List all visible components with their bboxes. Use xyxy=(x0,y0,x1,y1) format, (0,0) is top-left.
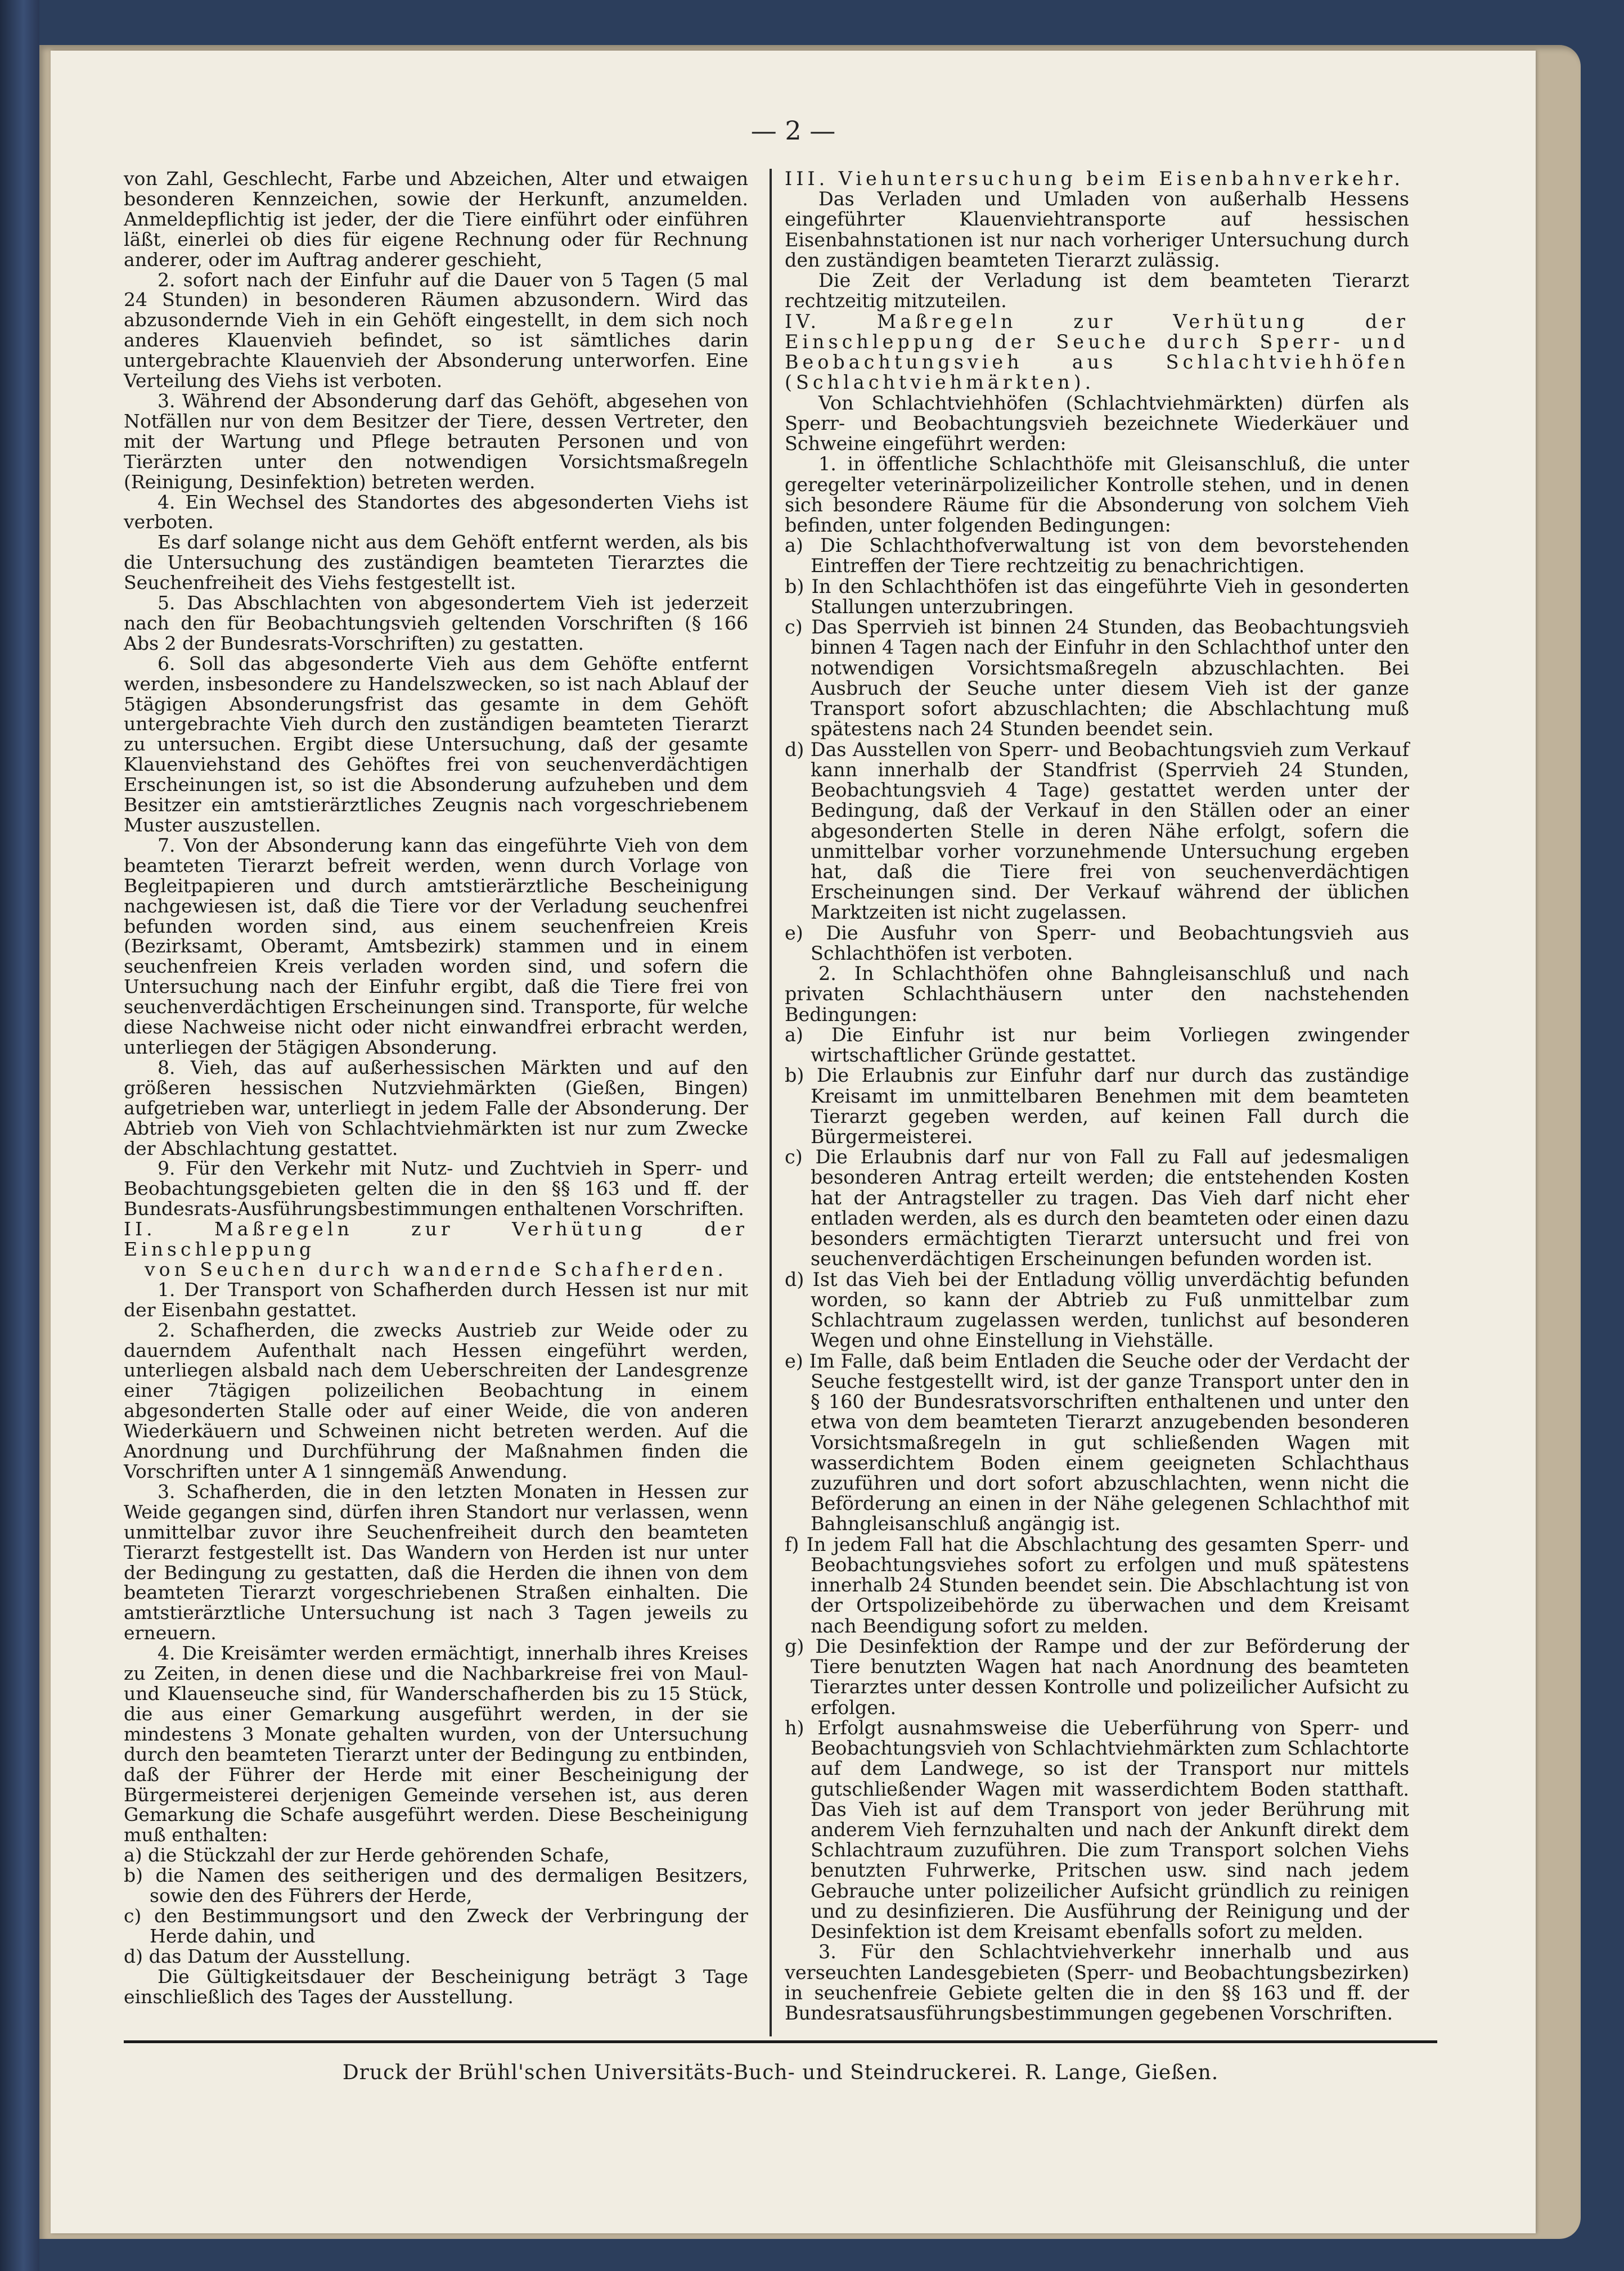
paragraph: von Seuchen durch wandernde Schafherden. xyxy=(144,1258,727,1280)
paragraph: III. Viehuntersuchung beim Eisenbahnverkehr. xyxy=(785,168,1405,190)
paragraph: a) Die Einfuhr ist nur beim Vorliegen zwingender wirtschaftlicher Gründe gestattet. xyxy=(785,1023,1409,1067)
paragraph: b) Die Erlaubnis zur Einfuhr darf nur durch das zuständige Kreisamt im unmittelbaren Benehmen mit dem beamteten Tierarzt gegeben werden, auf keinen Fall durch die Bürgermeisterei. xyxy=(785,1064,1409,1148)
paragraph: 9. Für den Verkehr mit Nutz- und Zuchtvieh in Sperr- und Beobachtungsgebieten gelten die in den §§ 163 und ff. der Bundesrats-Ausführungsbestimmungen enthaltenen Vorschriften. xyxy=(124,1157,748,1220)
paragraph: c) Das Sperrvieh ist binnen 24 Stunden, das Beobachtungsvieh binnen 4 Tagen nach der Einfuhr in den Schlachthof unter den notwendigen Vorsichtsmaßregeln abzuschlachten. Bei Ausbruch der Seuche unter diesem Vieh ist der ganze Transport sofort abzuschlachten; die Abschlachtung muß spätestens nach 24 Stunden beendet sein. xyxy=(785,616,1409,740)
paragraph: e) Im Falle, daß beim Entladen die Seuche oder der Verdacht der Seuche festgestellt wird, ist der ganze Transport unter den in § 160 der Bundesratsvorschriften enthaltenen und unter den etwa von dem beamteten Tierarzt anzugebenden besonderen Vorsichtsmaßregeln in gut schließenden Wagen mit wasserdichtem Boden einem geeigneten Schlachthaus zuzuführen und dort sofort abzuschlachten, wenn nicht die Beförderung an einen in der Nähe gelegenen Schlachthof mit Bahngleisanschluß angängig ist. xyxy=(785,1350,1409,1535)
paragraph: 3. Für den Schlachtviehverkehr innerhalb und aus verseuchten Landesgebieten (Sperr- und Beobachtungsbezirken) in seuchenfreie Gebiete gelten die in den §§ 163 und ff. der Bundesratsausführungsbestimmungen gegebenen Vorschriften. xyxy=(785,1941,1409,2025)
paragraph: h) Erfolgt ausnahmsweise die Ueberführung von Sperr- und Beobachtungsvieh von Schlachtviehmärkten zum Schlachtorte auf dem Landwege, so ist der Transport nur mittels gutschließender Wagen mit wasserdichtem Boden statthaft. Das Vieh ist auf dem Transport von jeder Berührung mit anderem Vieh fernzuhalten und nach der Ankunft direkt dem Schlachtraum zuzuführen. Die zum Transport solchen Viehs benutzten Fuhrwerke, Pritschen usw. sind nach jedem Gebrauche unter polizeilicher Aufsicht gründlich zu reinigen und zu desinfizieren. Die Ausführung der Reinigung und der Desinfektion ist dem Kreisamt ebenfalls sofort zu melden. xyxy=(785,1716,1409,1943)
paragraph: d) Ist das Vieh bei der Entladung völlig unverdächtig befunden worden, so kann der Abtrieb zu Fuß unmittelbar zum Schlachtraum zugelassen werden, tunlichst auf besonderen Wegen und ohne Einstellung in Viehställe. xyxy=(785,1268,1409,1352)
paragraph: Das Verladen und Umladen von außerhalb Hessens eingeführter Klauenviehtransporte auf hessischen Eisenbahnstationen ist nur nach vorheriger Untersuchung durch den zuständigen beamteten Tierarzt zulässig. xyxy=(785,188,1409,271)
paragraph: a) Die Schlachthofverwaltung ist von dem bevorstehenden Eintreffen der Tiere rechtzeitig zu benachrichtigen. xyxy=(785,534,1409,577)
paragraph: e) Die Ausfuhr von Sperr- und Beobachtungsvieh aus Schlachthöfen ist verboten. xyxy=(785,921,1409,964)
paragraph: d) das Datum der Ausstellung. xyxy=(124,1945,411,1967)
right-text-column xyxy=(785,169,1409,2023)
paragraph: 3. Schafherden, die in den letzten Monaten in Hessen zur Weide gegangen sind, dürfen ihren Standort nur verlassen, wenn unmittelbar zuvor ihre Seuchenfreiheit durch den beamteten Tierarzt festgestellt ist. Das Wandern von Herden ist nur unter der Bedingung zu gestatten, daß die Herden die ihnen von dem beamteten Tierarzt vorgeschriebenen Straßen einhalten. Die amtstierärztliche Untersuchung ist nach 3 Tagen jeweils zu erneuern. xyxy=(124,1480,748,1644)
paragraph: Von Schlachtviehhöfen (Schlachtviehmärkten) dürfen als Sperr- und Beobachtungsvieh bezeichnete Wiederkäuer und Schweine eingeführt werden: xyxy=(785,392,1409,455)
paragraph: 2. In Schlachthöfen ohne Bahngleisanschluß und nach privaten Schlachthäusern unter den nachstehenden Bedingungen: xyxy=(785,963,1409,1026)
paragraph: 2. Schafherden, die zwecks Austrieb zur Weide oder zu dauerndem Aufenthalt nach Hessen eingeführt werden, unterliegen alsbald nach dem Ueberschreiten der Landesgrenze einer 7tägigen polizeilichen Beobachtung in einem abgesonderten Stalle oder auf einer Weide, die von anderen Wiederkäuern und Schweinen nicht betreten werden. Auf die Anordnung und Durchführung der Maßnahmen finden die Vorschriften unter A 1 sinngemäß Anwendung. xyxy=(124,1319,748,1482)
paragraph: 5. Das Abschlachten von abgesondertem Vieh ist jederzeit nach den für Beobachtungsvieh geltenden Vorschriften (§ 166 Abs 2 der Bundesrats-Vorschriften) zu gestatten. xyxy=(124,592,748,654)
paragraph: b) In den Schlachthöfen ist das eingeführte Vieh in gesonderten Stallungen unterzubringen. xyxy=(785,575,1409,618)
paragraph: 8. Vieh, das auf außerhessischen Märkten und auf den größeren hessischen Nutzviehmärkten (Gießen, Bingen) aufgetrieben war, unterliegt in jedem Falle der Absonderung. Der Abtrieb von Vieh von Schlachtviehmärkten ist nur zum Zwecke der Abschlachtung gestattet. xyxy=(124,1056,748,1159)
paragraph: a) die Stückzahl der zur Herde gehörenden Schafe, xyxy=(124,1844,610,1867)
paragraph: 6. Soll das abgesonderte Vieh aus dem Gehöfte entfernt werden, insbesondere zu Handelszwecken, so ist nach Ablauf der 5tägigen Absonderungsfrist das gesamte in dem Gehöft untergebrachte Vieh durch den zuständigen beamteten Tierarzt zu untersuchen. Ergibt diese Untersuchung, daß der gesamte Klauenviehstand des Gehöftes frei von seuchenverdächtigen Erscheinungen ist, so ist die Absonderung aufzuheben und dem Besitzer ein amtstierärztliches Zeugnis nach vorgeschriebenem Muster auszustellen. xyxy=(124,652,748,836)
book-binding xyxy=(0,0,39,2271)
paragraph: b) die Namen des seitherigen und des dermaligen Besitzers, sowie den des Führers der Herde, xyxy=(124,1864,748,1907)
paragraph: 1. Der Transport von Schafherden durch Hessen ist nur mit der Eisenbahn gestattet. xyxy=(124,1278,748,1321)
paragraph: 2. sofort nach der Einfuhr auf die Dauer von 5 Tagen (5 mal 24 Stunden) in besonderen Räumen abzusondern. Wird das abzusondernde Vieh in ein Gehöft eingestellt, in dem sich noch anderes Klauenvieh befindet, so ist sämtliches darin untergebrachte Klauenvieh der Absonderung unterworfen. Eine Verteilung des Viehs ist verboten. xyxy=(124,268,748,392)
left-text-column xyxy=(124,169,748,2007)
page-number: — 2 — xyxy=(750,115,836,146)
paragraph: Es darf solange nicht aus dem Gehöft entfernt werden, als bis die Untersuchung des zuständigen beamteten Tierarztes die Seuchenfreiheit des Viehs festgestellt ist. xyxy=(124,531,748,594)
paragraph: II. Maßregeln zur Verhütung der Einschleppung xyxy=(124,1218,748,1261)
paragraph: 7. Von der Absonderung kann das eingeführte Vieh von dem beamteten Tierarzt befreit werden, wenn durch Vorlage von Begleitpapieren und durch amtstierärztliche Bescheinigung nachgewiesen ist, daß die Tiere vor der Verladung seuchenfrei befunden worden sind, aus einem seuchenfreien Kreis (Bezirksamt, Oberamt, Amtsbezirk) stammen und in einem seuchenfreien Kreis verladen worden sind, und sofern die Untersuchung nach der Einfuhr ergibt, daß die Tiere frei von seuchenverdächtigen Erscheinungen sind. Transporte, für welche diese Nachweise nicht oder nicht einwandfrei erbracht werden, unterliegen der 5tägigen Absonderung. xyxy=(124,834,748,1058)
paragraph: 1. in öffentliche Schlachthöfe mit Gleisanschluß, die unter geregelter veterinärpolizeilicher Kontrolle stehen, und in denen sich besondere Räume für die Absonderung von solchem Vieh befinden, unter folgenden Bedingungen: xyxy=(785,453,1409,536)
column-divider xyxy=(770,169,772,2036)
paragraph: c) Die Erlaubnis darf nur von Fall zu Fall auf jedesmaligen besonderen Antrag erteilt werden; die entstehenden Kosten hat der Antragsteller zu tragen. Das Vieh darf nicht eher entladen werden, als es durch den beamteten oder einen dazu besonders ermächtigten Tierarzt untersucht und frei von seuchenverdächtigen Erscheinungen befunden worden ist. xyxy=(785,1146,1409,1270)
paragraph: IV. Maßregeln zur Verhütung der Einschleppung der Seuche durch Sperr- und Beobachtungsvieh aus Schlachtviehhöfen (Schlachtviehmärkten). xyxy=(785,310,1409,394)
paragraph: Die Gültigkeitsdauer der Bescheinigung beträgt 3 Tage einschließlich des Tages der Ausstellung. xyxy=(124,1965,748,2008)
paragraph: 4. Die Kreisämter werden ermächtigt, innerhalb ihres Kreises zu Zeiten, in denen diese und die Nachbarkreise frei von Maul- und Klauenseuche sind, für Wanderschafherden bis zu 15 Stück, die aus einer Gemarkung ausgeführt werden, in der sie mindestens 3 Monate gehalten wurden, von der Untersuchung durch den beamteten Tierarzt unter der Bedingung zu entbinden, daß der Führer der Herde mit einer Bescheinigung der Bürgermeisterei derjenigen Gemeinde versehen ist, aus deren Gemarkung die Schafe ausgeführt werden. Diese Bescheinigung muß enthalten: xyxy=(124,1642,748,1846)
paragraph: d) Das Ausstellen von Sperr- und Beobachtungsvieh zum Verkauf kann innerhalb der Standfrist (Sperrvieh 24 Stunden, Beobachtungsvieh 4 Tage) gestattet werden unter der Bedingung, daß der Verkauf in den Ställen oder an einer abgesonderten Stelle in deren Nähe erfolgt, sofern die unmittelbar vorher vorzunehmende Untersuchung ergeben hat, daß die Tiere frei von seuchenverdächtigen Erscheinungen sind. Der Verkauf während der üblichen Marktzeiten ist nicht zugelassen. xyxy=(785,738,1409,924)
paragraph: f) In jedem Fall hat die Abschlachtung des gesamten Sperr- und Beobachtungsviehes sofort zu erfolgen und muß spätestens innerhalb 24 Stunden beendet sein. Die Abschlachtung ist von der Ortspolizeibehörde zu überwachen und dem Kreisamt nach Beendigung sofort zu melden. xyxy=(785,1533,1409,1637)
paragraph: von Zahl, Geschlecht, Farbe und Abzeichen, Alter und etwaigen besonderen Kennzeichen, sowie der Herkunft, anzumelden. Anmeldepflichtig ist jeder, der die Tiere einführt oder einführen läßt, einerlei ob dies für eigene Rechnung oder für Rechnung anderer, oder im Auftrag anderer geschieht, xyxy=(124,168,748,271)
footer-rule xyxy=(124,2040,1437,2043)
paragraph: c) den Bestimmungsort und den Zweck der Verbringung der Herde dahin, und xyxy=(124,1904,748,1947)
paragraph: g) Die Desinfektion der Rampe und der zur Beförderung der Tiere benutzten Wagen hat nach Anordnung des beamteten Tierarztes unter dessen Kontrolle und polizeilicher Aufsicht zu erfolgen. xyxy=(785,1635,1409,1719)
printer-imprint: Druck der Brühl'schen Universitäts-Buch- und Steindruckerei. R. Lange, Gießen. xyxy=(342,2061,1219,2084)
paragraph: 4. Ein Wechsel des Standortes des abgesonderten Viehs ist verboten. xyxy=(124,491,748,533)
paragraph: 3. Während der Absonderung darf das Gehöft, abgesehen von Notfällen nur von dem Besitzer der Tiere, dessen Vertreter, den mit der Wartung und Pflege betrauten Personen und von Tierärzten unter den notwendigen Vorsichtsmaßregeln (Reinigung, Desinfektion) betreten werden. xyxy=(124,389,748,493)
paragraph: Die Zeit der Verladung ist dem beamteten Tierarzt rechtzeitig mitzuteilen. xyxy=(785,269,1409,312)
